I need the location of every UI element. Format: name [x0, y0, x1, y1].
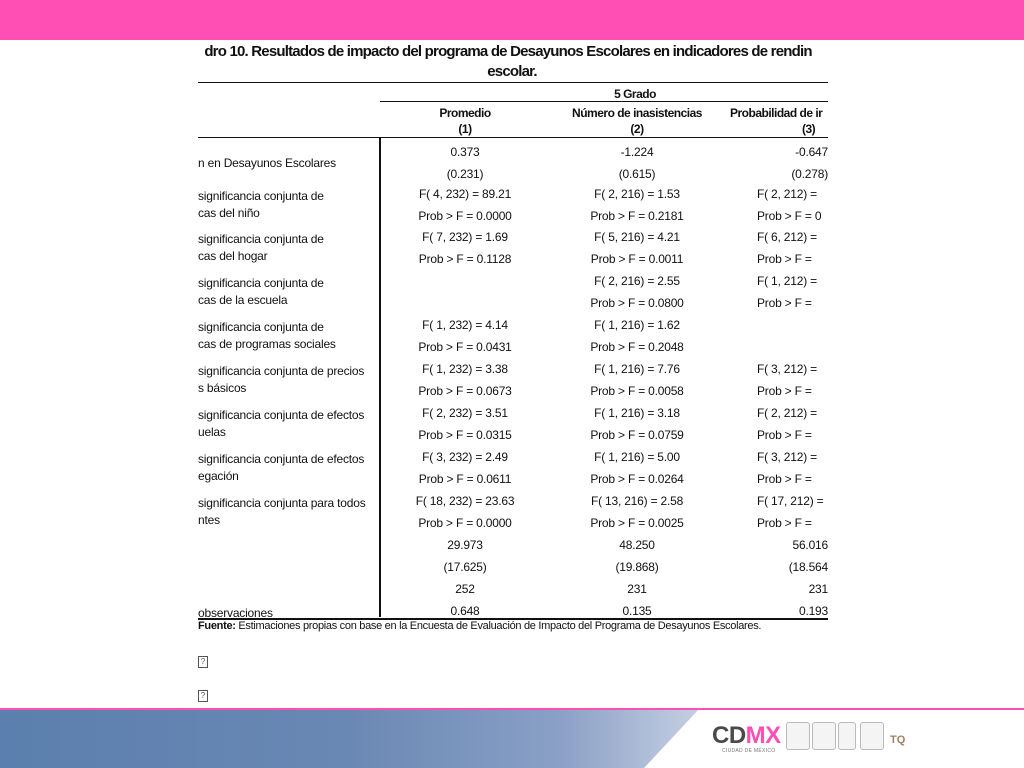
results-table-document: [198, 40, 828, 670]
table-cell: 56.016: [792, 538, 828, 552]
table-cell: F( 1, 216) = 1.62: [594, 318, 680, 332]
table-cell: Prob > F = 0.0011: [590, 252, 684, 266]
col-number-2: (2): [630, 122, 644, 136]
row-label: s básicos: [198, 381, 247, 395]
row-label: significancia conjunta de: [198, 189, 324, 203]
row-label: n en Desayunos Escolares: [198, 156, 336, 170]
col-header-inasistencias: Número de inasistencias: [572, 106, 702, 120]
top-accent-bar: [0, 0, 1024, 40]
table-cell: F( 13, 216) = 2.58: [590, 494, 684, 508]
table-cell: Prob > F = 0.0759: [590, 428, 684, 442]
table-cell: Prob > F = 0.0000: [418, 516, 512, 530]
footer-accent-line: [0, 708, 1024, 710]
group-header: 5 Grado: [614, 87, 656, 101]
row-label: significancia conjunta de: [198, 276, 324, 290]
table-cell: F( 6, 212) =: [757, 230, 817, 244]
table-cell: F( 1, 212) =: [757, 274, 817, 288]
label-column-divider: [379, 137, 381, 617]
table-cell: F( 2, 212) =: [757, 406, 817, 420]
row-label: significancia conjunta de efectos: [198, 452, 365, 466]
table-cell: F( 1, 232) = 3.38: [422, 362, 508, 376]
missing-glyph-icon: ?: [198, 656, 208, 668]
table-cell: Prob > F = 0.0025: [590, 516, 684, 530]
row-label: significancia conjunta para todos: [198, 496, 366, 510]
row-label: cas de programas sociales: [198, 337, 336, 351]
table-cell: F( 1, 216) = 7.76: [594, 362, 680, 376]
footer: [0, 708, 1024, 768]
table-cell: F( 3, 212) =: [757, 362, 817, 376]
table-cell: Prob > F = 0.1128: [418, 252, 512, 266]
row-label: cas de la escuela: [198, 293, 288, 307]
table-cell: Prob > F = 0.0264: [590, 472, 684, 486]
table-cell: 0.135: [622, 604, 652, 618]
table-cell: -1.224: [620, 145, 654, 159]
table-cell: Prob > F =: [757, 384, 812, 398]
tq-logo: TQ: [890, 734, 906, 746]
table-cell: F( 1, 216) = 5.00: [594, 450, 680, 464]
top-rule: [198, 82, 828, 83]
table-cell: 231: [808, 582, 828, 596]
table-cell: F( 4, 232) = 89.21: [418, 187, 512, 201]
table-cell: (18.564: [788, 560, 828, 574]
table-cell: Prob > F =: [757, 296, 812, 310]
table-cell: F( 2, 232) = 3.51: [422, 406, 508, 420]
table-cell: Prob > F =: [757, 428, 812, 442]
table-cell: F( 2, 216) = 2.55: [594, 274, 680, 288]
table-cell: 231: [627, 582, 647, 596]
table-cell: F( 18, 232) = 23.63: [415, 494, 515, 508]
table-cell: Prob > F = 0.0673: [418, 384, 512, 398]
row-label: ntes: [198, 513, 220, 527]
table-cell: F( 2, 212) =: [757, 187, 817, 201]
table-cell: Prob > F =: [757, 516, 812, 530]
row-label: significancia conjunta de: [198, 232, 324, 246]
table-cell: Prob > F = 0.0431: [418, 340, 512, 354]
dif-logo-icon: [786, 722, 810, 750]
institution-seal-icon: [812, 722, 836, 750]
table-cell: F( 1, 232) = 4.14: [422, 318, 508, 332]
table-cell: Prob > F = 0.0315: [418, 428, 512, 442]
table-cell: 0.193: [798, 604, 828, 618]
table-cell: -0.647: [795, 145, 828, 159]
table-cell: F( 2, 216) = 1.53: [594, 187, 680, 201]
table-cell: (0.278): [791, 167, 828, 181]
col-number-1: (1): [458, 122, 472, 136]
row-label: significancia conjunta de: [198, 320, 324, 334]
table-cell: (0.231): [446, 167, 484, 181]
source-note: Fuente: Estimaciones propias con base en la Encuesta de Evaluación de Impacto del Programa de Desayunos Escolares.: [198, 620, 762, 632]
table-cell: Prob > F = 0.0000: [418, 209, 512, 223]
table-title: dro 10. Resultados de impacto del programa de Desayunos Escolares en indicadores de rendin: [204, 43, 812, 60]
header-rule: [198, 137, 828, 138]
table-cell: Prob > F = 0.0058: [590, 384, 684, 398]
table-cell: Prob > F = 0.2181: [590, 209, 684, 223]
table-cell: F( 1, 216) = 3.18: [594, 406, 680, 420]
row-label: uelas: [198, 425, 226, 439]
table-cell: Prob > F = 0.0611: [418, 472, 512, 486]
table-cell: (19.868): [615, 560, 659, 574]
table-cell: Prob > F = 0.2048: [590, 340, 684, 354]
table-cell: Prob > F =: [757, 472, 812, 486]
row-label: cas del niño: [198, 206, 260, 220]
col-number-3: (3): [802, 122, 816, 136]
table-cell: F( 5, 216) = 4.21: [594, 230, 680, 244]
table-title-continued: escolar.: [487, 63, 537, 80]
table-cell: (17.625): [443, 560, 487, 574]
table-cell: (0.615): [618, 167, 656, 181]
row-label: significancia conjunta de precios: [198, 364, 365, 378]
cdmx-logo-subtitle: CIUDAD DE MÉXICO: [722, 748, 776, 754]
row-label: significancia conjunta de efectos: [198, 408, 365, 422]
table-cell: F( 17, 212) =: [757, 494, 824, 508]
table-cell: F( 3, 232) = 2.49: [422, 450, 508, 464]
table-cell: F( 7, 232) = 1.69: [422, 230, 508, 244]
group-rule: [380, 101, 828, 102]
col-header-probabilidad: Probabilidad de ir: [730, 106, 823, 120]
table-cell: Prob > F = 0: [757, 209, 822, 223]
state-seal-icon: [860, 722, 884, 750]
table-cell: Prob > F = 0.0800: [590, 296, 684, 310]
table-cell: 48.250: [619, 538, 655, 552]
row-label: cas del hogar: [198, 249, 268, 263]
col-header-promedio: Promedio: [439, 106, 491, 120]
footer-decorative-band: [0, 708, 700, 768]
cdmx-logo: CDMX: [712, 722, 781, 749]
missing-glyph-icon: ?: [198, 690, 208, 702]
table-cell: 0.648: [450, 604, 480, 618]
coat-of-arms-icon: [838, 722, 856, 750]
table-cell: F( 3, 212) =: [757, 450, 817, 464]
row-label: observaciones: [198, 606, 273, 620]
table-cell: 29.973: [447, 538, 483, 552]
table-cell: 252: [455, 582, 475, 596]
row-label: egación: [198, 469, 239, 483]
table-cell: Prob > F =: [757, 252, 812, 266]
table-cell: 0.373: [450, 145, 480, 159]
